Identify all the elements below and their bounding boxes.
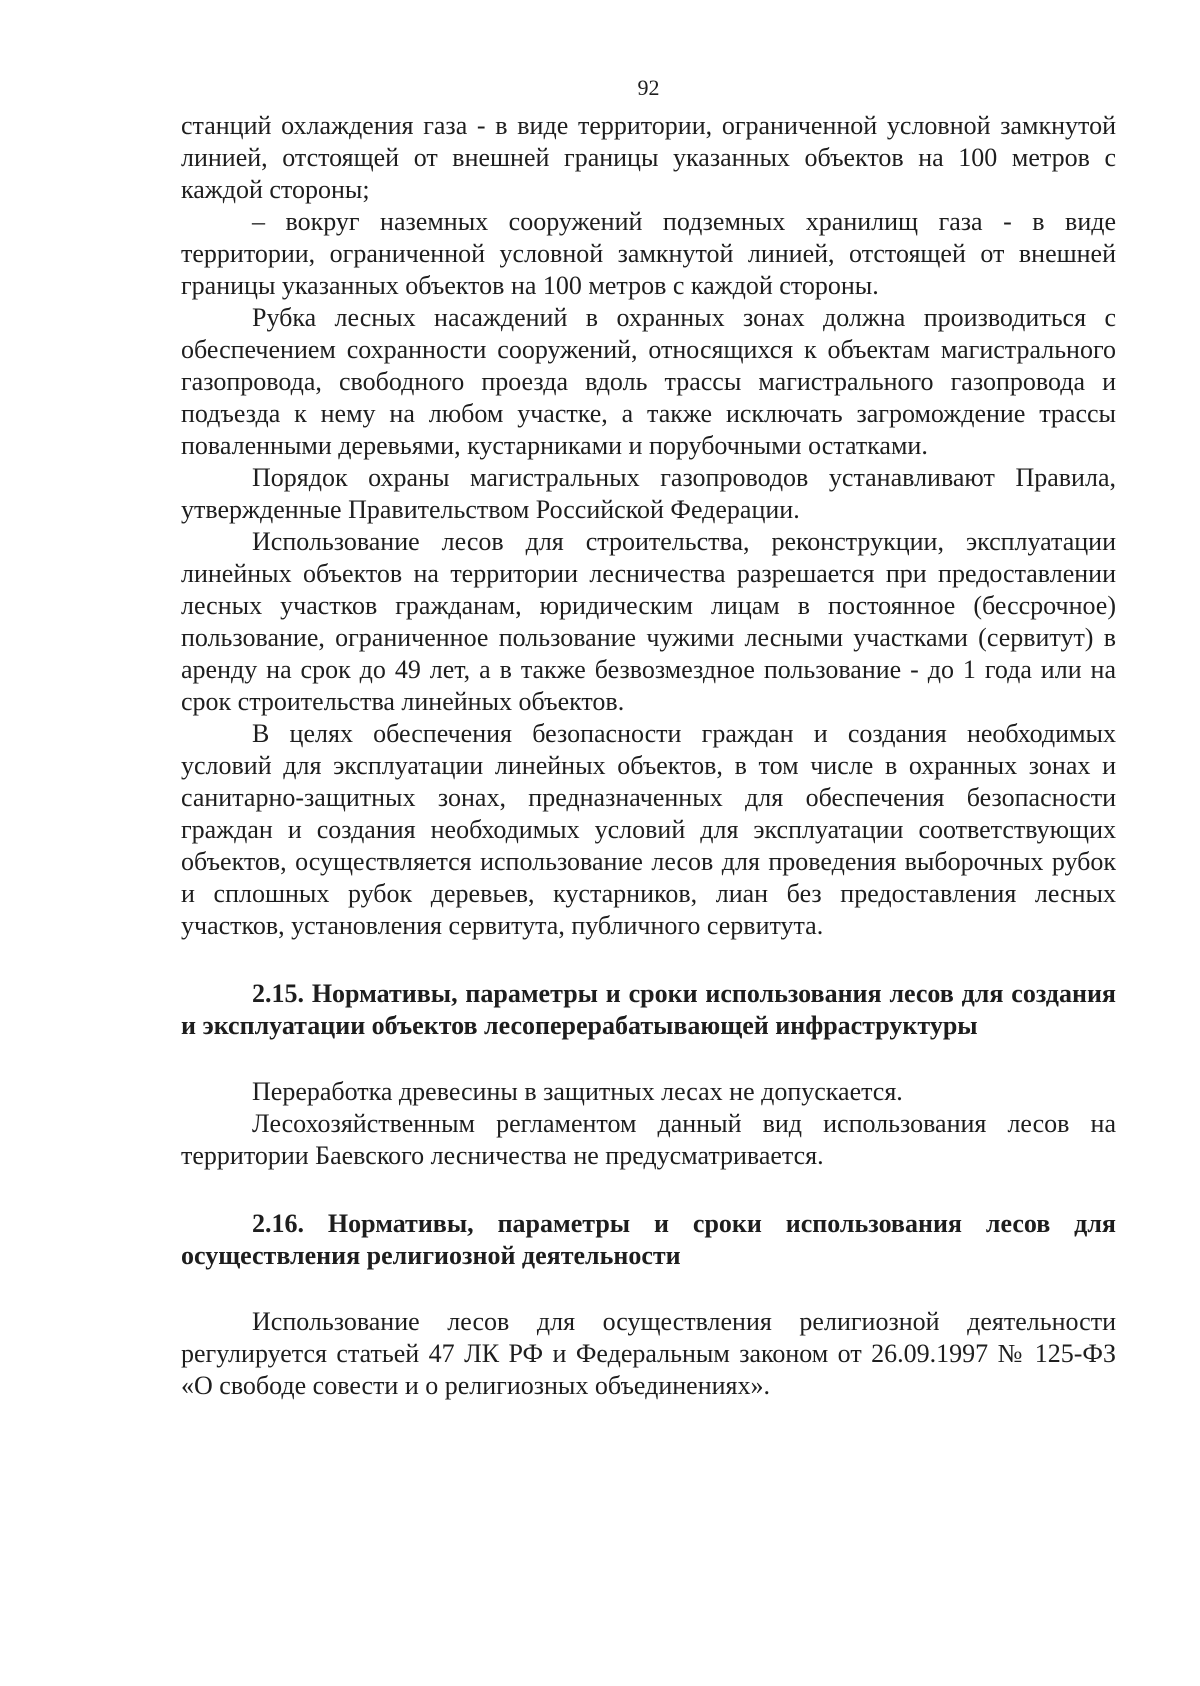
- paragraph-safety-of-citizens: В целях обеспечения безопасности граждан и создания необходимых условий для эксплуатации линейных объектов, в том числе в охранных зонах и санитарно-защитных зонах, предназначенных для обеспечения безопасности граждан и создания необходимых условий для эксплуатации соответствующих объектов, осуществляется использование лесов для проведения выборочных рубок и сплошных рубок деревьев, кустарников, лиан без предоставления лесных участков, установления сервитута, публичного сервитута.: [181, 719, 1116, 940]
- section-spacer: [181, 1172, 1116, 1208]
- paragraph-religious-activity: Использование лесов для осуществления религиозной деятельности регулируется статьей 47 ЛК РФ и Федеральным законом от 26.09.1997 № 125-ФЗ «О свободе совести и о религиозных объединениях».: [181, 1307, 1116, 1400]
- document-page: [181, 74, 1116, 1402]
- paragraph-wood-processing: Переработка древесины в защитных лесах не допускается.: [252, 1077, 903, 1106]
- section-spacer: [181, 1272, 1116, 1306]
- section-spacer: [181, 942, 1116, 978]
- section-heading-2-15: 2.15. Нормативы, параметры и сроки использования лесов для создания и эксплуатации объектов лесоперерабатывающей инфраструктуры: [181, 979, 1116, 1040]
- paragraph-felling-in-protection-zones: Рубка лесных насаждений в охранных зонах должна производиться с обеспечением сохранности сооружений, относящихся к объектам магистрального газопровода, свободного проезда вдоль трассы магистрального газопровода и подъезда к нему на любом участке, а также исключать загромождение трассы поваленными деревьями, кустарниками и порубочными остатками.: [181, 303, 1116, 460]
- paragraph-underground-storage: – вокруг наземных сооружений подземных хранилищ газа - в виде территории, ограниченной условной замкнутой линией, отстоящей от внешней границы указанных объектов на 100 метров с каждой стороны.: [181, 207, 1116, 300]
- section-heading-2-16: 2.16. Нормативы, параметры и сроки использования лесов для осуществления религиозной деятельности: [181, 1209, 1116, 1270]
- page-number: 92: [637, 75, 660, 100]
- paragraph-protection-order: Порядок охраны магистральных газопроводов устанавливают Правила, утвержденные Правительством Российской Федерации.: [181, 463, 1116, 524]
- paragraph-linear-objects-use: Использование лесов для строительства, реконструкции, эксплуатации линейных объектов на территории лесничества разрешается при предоставлении лесных участков гражданам, юридическим лицам в постоянное (бессрочное) пользование, ограниченное пользование чужими лесными участками (сервитут) в аренду на срок до 49 лет, а в также безвозмездное пользование - до 1 года или на срок строительства линейных объектов.: [181, 527, 1116, 716]
- paragraph-gas-cooling-stations: станций охлаждения газа - в виде территории, ограниченной условной замкнутой линией, отстоящей от внешней границы указанных объектов на 100 метров с каждой стороны;: [181, 111, 1116, 204]
- paragraph-not-provided: Лесохозяйственным регламентом данный вид использования лесов на территории Баевского лесничества не предусматривается.: [181, 1109, 1116, 1170]
- section-spacer: [181, 1042, 1116, 1076]
